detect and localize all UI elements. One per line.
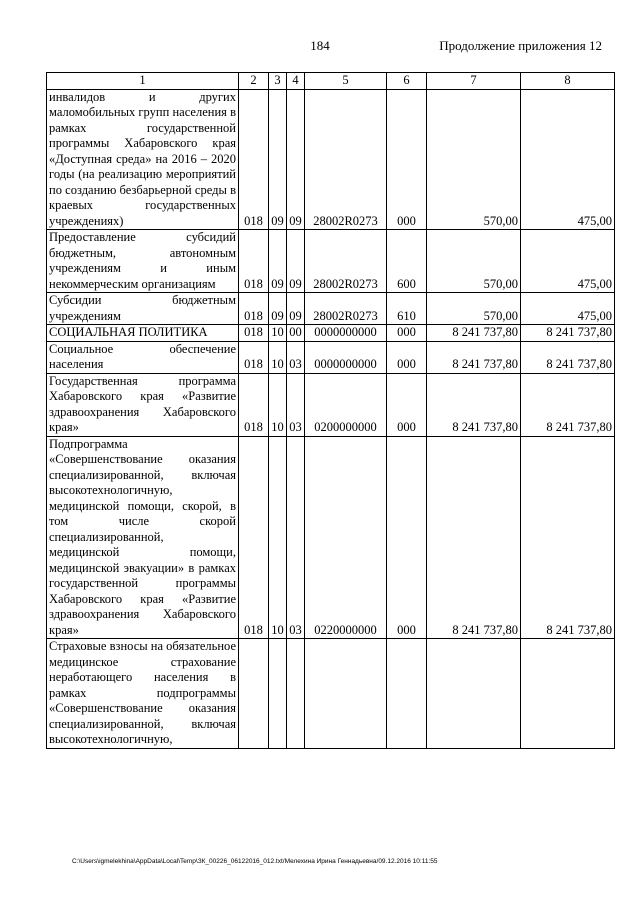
section-code: 09 [269,293,287,325]
subsection-code: 09 [287,89,305,230]
expense-type-code: 000 [387,325,427,342]
amount-col8: 475,00 [521,230,615,293]
amount-col7: 8 241 737,80 [427,436,521,639]
amount-col8: 8 241 737,80 [521,325,615,342]
continuation-label: Продолжение приложения 12 [439,38,602,53]
subsection-code: 00 [287,325,305,342]
section-code: 10 [269,436,287,639]
column-header-row [47,73,615,90]
table-row [47,230,615,293]
ministry-code: 018 [239,293,269,325]
section-code: 09 [269,230,287,293]
target-article-code: 28002R0273 [305,293,387,325]
ministry-code: 018 [239,325,269,342]
column-header: 5 [305,73,387,90]
amount-col7: 570,00 [427,89,521,230]
table-row [47,373,615,436]
table-row [47,89,615,230]
amount-col8 [521,639,615,749]
row-description: Подпрограмма «Совершенствование оказания специализированной, включая высокотехнологичную, медицинской помощи, скорой, в том числе скорой специализированной, медицинской помощи, медицинской эвакуации» в рамках государственной программы Хабаровского края «Развитие здравоохранения Хабаровского края» [47,436,239,639]
target-article-code: 0000000000 [305,325,387,342]
expense-type-code: 000 [387,436,427,639]
column-header: 2 [239,73,269,90]
ministry-code: 018 [239,89,269,230]
expense-type-code: 610 [387,293,427,325]
target-article-code: 28002R0273 [305,230,387,293]
table-row [47,325,615,342]
expense-type-code: 000 [387,373,427,436]
page-number: 184 [310,38,330,53]
footer-file-path: C:\Users\igmelekhina\AppData\Local\Temp\ЗК_00226_06122016_012.txt/Мелехина Ирина Геннадьевна/09.12.2016 10:11:55 [72,858,438,865]
column-header: 6 [387,73,427,90]
target-article-code [305,639,387,749]
expense-type-code: 000 [387,341,427,373]
ministry-code: 018 [239,341,269,373]
ministry-code [239,639,269,749]
ministry-code: 018 [239,230,269,293]
expense-type-code: 000 [387,89,427,230]
table-row [47,639,615,749]
column-header: 3 [269,73,287,90]
section-code: 10 [269,341,287,373]
ministry-code: 018 [239,436,269,639]
amount-col7 [427,639,521,749]
column-header: 7 [427,73,521,90]
target-article-code: 0200000000 [305,373,387,436]
section-code: 10 [269,373,287,436]
column-header: 8 [521,73,615,90]
row-description: Страховые взносы на обязательное медицинское страхование неработающего населения в рамках подпрограммы «Совершенствование оказания специализированной, включая высокотехнологичную, [47,639,239,749]
amount-col7: 8 241 737,80 [427,325,521,342]
row-description: СОЦИАЛЬНАЯ ПОЛИТИКА [47,325,239,342]
row-description: Государственная программа Хабаровского края «Развитие здравоохранения Хабаровского края» [47,373,239,436]
target-article-code: 0220000000 [305,436,387,639]
table-row [47,341,615,373]
expense-type-code [387,639,427,749]
amount-col8: 475,00 [521,89,615,230]
row-description: Социальное обеспечение населения [47,341,239,373]
row-description: инвалидов и других маломобильных групп населения в рамках государственной программы Хабаровского края «Доступная среда» на 2016 – 2020 годы (на реализацию мероприятий по созданию безбарьерной среды в краевых государственных учреждениях) [47,89,239,230]
amount-col7: 8 241 737,80 [427,373,521,436]
row-description: Предоставление субсидий бюджетным, автономным учреждениям и иным некоммерческим организациям [47,230,239,293]
amount-col7: 8 241 737,80 [427,341,521,373]
target-article-code: 28002R0273 [305,89,387,230]
subsection-code: 09 [287,293,305,325]
row-description: Субсидии бюджетным учреждениям [47,293,239,325]
ministry-code: 018 [239,373,269,436]
section-code: 10 [269,325,287,342]
subsection-code [287,639,305,749]
amount-col8: 475,00 [521,293,615,325]
subsection-code: 03 [287,341,305,373]
section-code: 09 [269,89,287,230]
target-article-code: 0000000000 [305,341,387,373]
column-header: 4 [287,73,305,90]
subsection-code: 03 [287,436,305,639]
amount-col8: 8 241 737,80 [521,373,615,436]
subsection-code: 03 [287,373,305,436]
amount-col8: 8 241 737,80 [521,341,615,373]
table-row [47,293,615,325]
amount-col8: 8 241 737,80 [521,436,615,639]
column-header: 1 [47,73,239,90]
budget-table [46,72,615,749]
section-code [269,639,287,749]
table-row [47,436,615,639]
expense-type-code: 600 [387,230,427,293]
subsection-code: 09 [287,230,305,293]
amount-col7: 570,00 [427,293,521,325]
amount-col7: 570,00 [427,230,521,293]
